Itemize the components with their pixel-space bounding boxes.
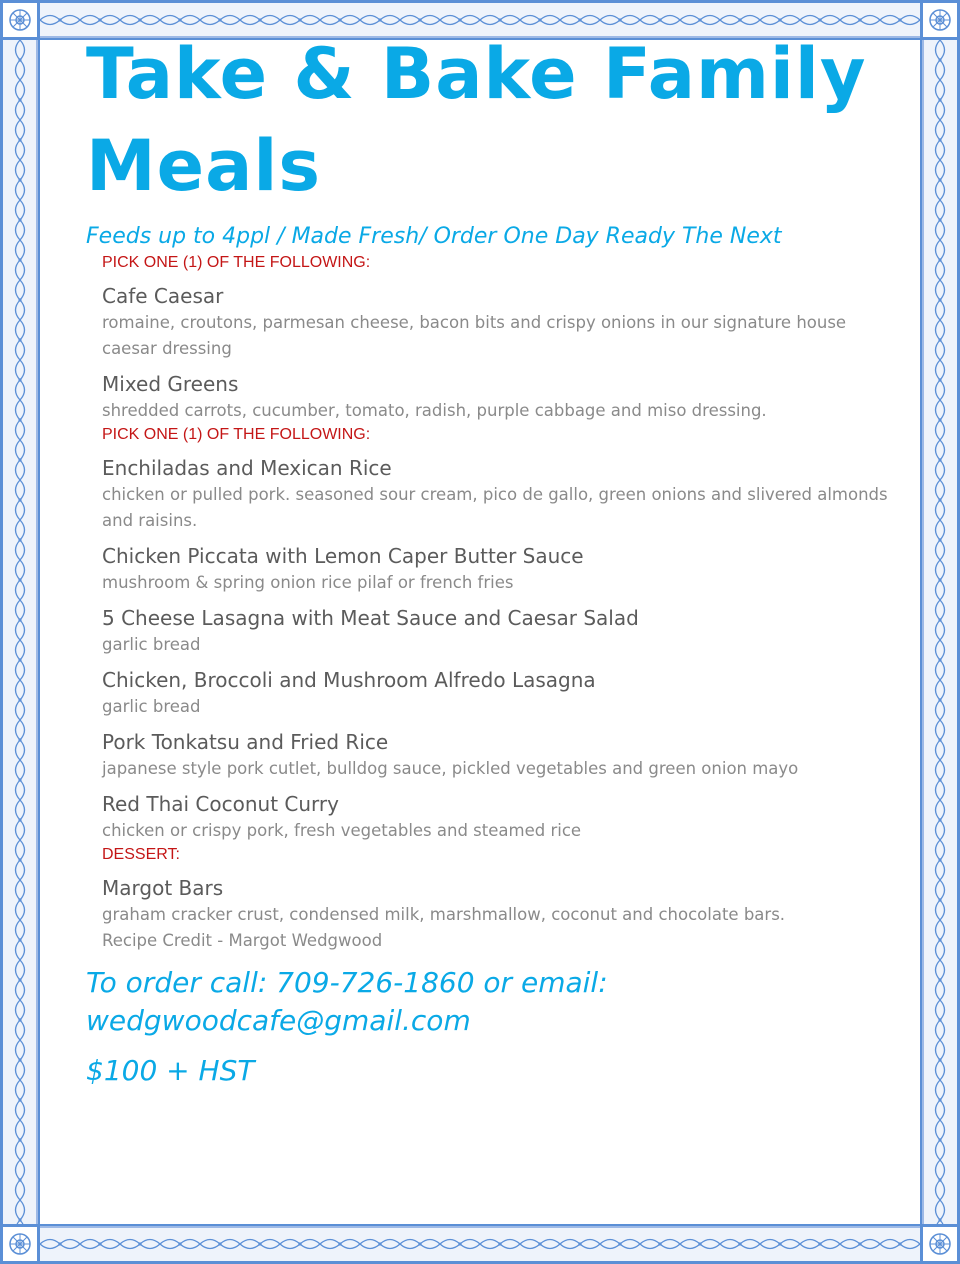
- border-pattern-bottom: [40, 1232, 920, 1256]
- menu-item-description: japanese style pork cutlet, bulldog sauce, pickled vegetables and green onion mayo: [102, 759, 799, 778]
- menu-item-name: Chicken Piccata with Lemon Caper Butter Sauce: [102, 544, 584, 568]
- corner-ornament-icon: [0, 0, 40, 40]
- corner-ornament-icon: [920, 0, 960, 40]
- section-heading: PICK ONE (1) OF THE FOLLOWING:: [102, 254, 371, 271]
- recipe-credit: Recipe Credit - Margot Wedgwood: [102, 931, 383, 950]
- menu-item: [102, 542, 896, 596]
- menu-item-name: Red Thai Coconut Curry: [102, 792, 339, 816]
- menu-page: [86, 28, 896, 1090]
- menu-item: [102, 454, 896, 534]
- menu-item-name: 5 Cheese Lasagna with Meat Sauce and Caesar Salad: [102, 606, 639, 630]
- page-subtitle: Feeds up to 4ppl / Made Fresh/ Order One Day Ready The Next: [86, 224, 782, 249]
- menu-item: [102, 874, 896, 954]
- order-contact: To order call: 709-726-1860 or email: wedgwoodcafe@gmail.com: [86, 966, 608, 1037]
- border-pattern-right: [928, 40, 952, 1224]
- menu-item-description: romaine, croutons, parmesan cheese, bacon bits and crispy onions in our signature house caesar dressing: [102, 313, 847, 358]
- menu-item: [102, 370, 896, 424]
- price: $100 + HST: [86, 1054, 255, 1087]
- menu-item-name: Margot Bars: [102, 876, 224, 900]
- menu-item-description: chicken or crispy pork, fresh vegetables and steamed rice: [102, 821, 582, 840]
- section-heading: PICK ONE (1) OF THE FOLLOWING:: [102, 426, 371, 443]
- border-pattern-left: [8, 40, 32, 1224]
- menu-item-description: mushroom & spring onion rice pilaf or french fries: [102, 573, 514, 592]
- menu-item: [102, 728, 896, 782]
- menu-item-description: garlic bread: [102, 635, 201, 654]
- menu-item: [102, 666, 896, 720]
- menu-item-description: graham cracker crust, condensed milk, marshmallow, coconut and chocolate bars.: [102, 905, 786, 924]
- menu-item: [102, 604, 896, 658]
- menu-item: [102, 282, 896, 362]
- corner-ornament-icon: [0, 1224, 40, 1264]
- menu-item-description: garlic bread: [102, 697, 201, 716]
- corner-ornament-icon: [920, 1224, 960, 1264]
- menu-item-name: Cafe Caesar: [102, 284, 224, 308]
- menu-item-name: Chicken, Broccoli and Mushroom Alfredo Lasagna: [102, 668, 596, 692]
- page-title: Take & Bake Family Meals: [86, 33, 867, 207]
- menu-item: [102, 790, 896, 844]
- menu-item-name: Enchiladas and Mexican Rice: [102, 456, 392, 480]
- menu-list: [102, 252, 896, 954]
- menu-item-name: Mixed Greens: [102, 372, 239, 396]
- menu-item-name: Pork Tonkatsu and Fried Rice: [102, 730, 389, 754]
- menu-item-description: chicken or pulled pork. seasoned sour cream, pico de gallo, green onions and slivered almonds and raisins.: [102, 485, 888, 530]
- menu-item-description: shredded carrots, cucumber, tomato, radish, purple cabbage and miso dressing.: [102, 401, 767, 420]
- section-heading: DESSERT:: [102, 846, 180, 863]
